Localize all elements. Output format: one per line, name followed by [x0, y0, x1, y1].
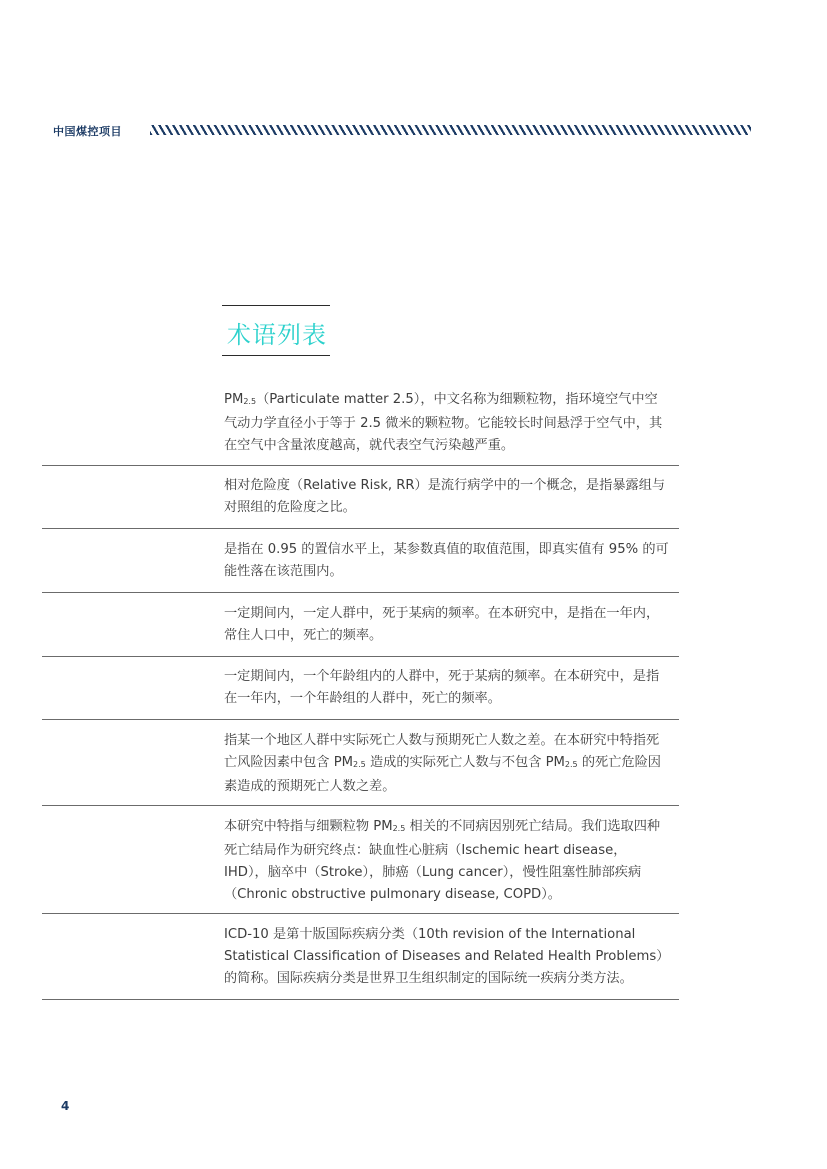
definition-text: 相关的不同病因别死亡结局。我们选取四种死亡结局作为研究终点：缺血性心脏病（Ischemic heart disease，IHD），脑卒中（Stroke），肺癌（Lung cancer），慢性阻塞性肺部疾病（Chronic obstructive pulmonary disease, COPD）。	[224, 819, 661, 902]
row-divider	[42, 805, 679, 806]
definition-text: 本研究中特指与细颗粒物 PM	[224, 819, 393, 834]
header-label: 中国煤控项目	[53, 125, 122, 138]
row-divider	[42, 528, 679, 529]
definition-subscript: 2.5	[564, 760, 578, 769]
glossary-definition	[224, 389, 669, 457]
page-number: 4	[61, 1099, 70, 1113]
glossary-definition	[224, 816, 669, 906]
definition-text: PM	[224, 392, 244, 407]
definition-text: 的死亡危险因素造成的预期死亡人数之差。	[224, 755, 661, 794]
glossary-definition: 一定期间内，一定人群中，死于某病的频率。在本研究中，是指在一年内，常住人口中，死亡的频率。	[224, 606, 660, 643]
title-frame	[222, 305, 330, 356]
definition-text: （Particulate matter 2.5），中文名称为细颗粒物，指环境空气中空气动力学直径小于等于 2.5 微米的颗粒物。它能较长时间悬浮于空气中，其在空气中含量浓度越高，就代表空气污染越严重。	[224, 392, 663, 453]
page-title: 术语列表	[227, 321, 327, 349]
glossary-definition: 是指在 0.95 的置信水平上，某参数真值的取值范围，即真实值有 95% 的可能性落在该范围内。	[224, 542, 669, 579]
glossary-definition: 相对危险度（Relative Risk, RR）是流行病学中的一个概念，是指暴露组与对照组的危险度之比。	[224, 478, 666, 515]
glossary-definition	[224, 730, 669, 798]
row-divider	[42, 656, 679, 657]
definition-subscript: 2.5	[243, 397, 257, 406]
row-divider	[42, 913, 679, 914]
definition-text: 指某一个地区人群中实际死亡人数与预期死亡人数之差。在本研究中特指死亡风险因素中包含 PM	[224, 733, 660, 770]
row-divider	[42, 719, 679, 720]
glossary-definition: ICD-10 是第十版国际疾病分类（10th revision of the International Statistical Classification of Diseases and Related Health Problems）的简称。国际疾病分类是世界卫生组织制定的国际统一疾病分类方法。	[224, 927, 663, 986]
definition-text: 造成的实际死亡人数与不包含 PM	[365, 755, 565, 770]
row-divider	[42, 999, 679, 1000]
header-stripe-decoration	[150, 125, 751, 135]
definition-subscript: 2.5	[353, 760, 366, 769]
row-divider	[42, 592, 679, 593]
row-divider	[42, 465, 679, 466]
glossary-definition: 一定期间内，一个年龄组内的人群中，死于某病的频率。在本研究中，是指在一年内，一个年龄组的人群中，死亡的频率。	[224, 669, 660, 706]
definition-subscript: 2.5	[392, 824, 406, 833]
